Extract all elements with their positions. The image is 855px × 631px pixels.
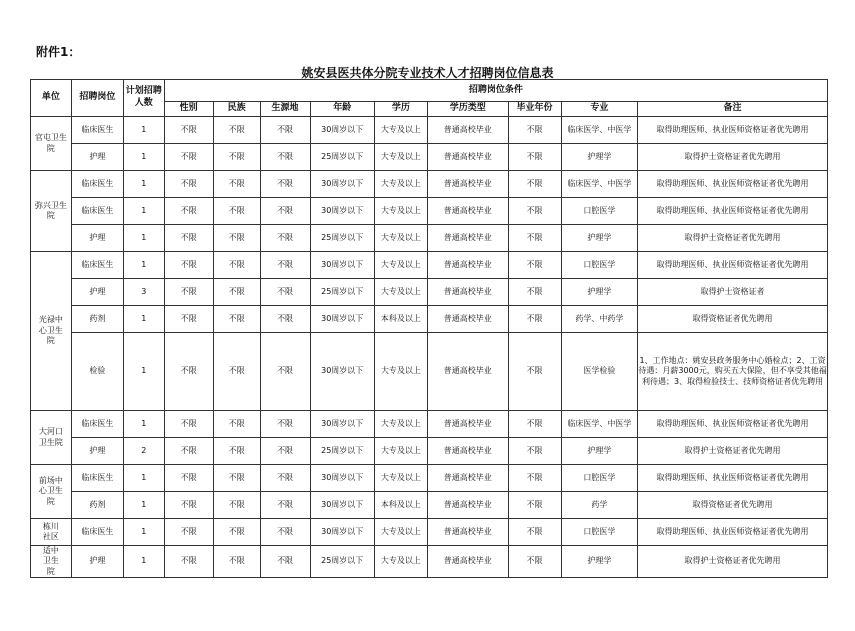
origin-cell: 不限 [260, 198, 310, 225]
origin-cell: 不限 [260, 306, 310, 333]
count-cell: 1 [123, 117, 164, 144]
position-cell: 临床医生 [71, 411, 123, 438]
ethnicity-cell: 不限 [213, 225, 260, 252]
position-cell: 药剂 [71, 492, 123, 519]
table-row [31, 492, 828, 519]
gender-cell: 不限 [164, 144, 213, 171]
count-cell: 1 [123, 519, 164, 546]
table-body [31, 117, 828, 578]
unit-cell: 官屯卫生 院 [31, 117, 72, 171]
ethnicity-cell: 不限 [213, 519, 260, 546]
table-row [31, 546, 828, 578]
table-row [31, 117, 828, 144]
grad-year-cell: 不限 [508, 492, 561, 519]
document-title: 姚安县医共体分院专业技术人才招聘岗位信息表 [301, 66, 554, 80]
recruitment-table [30, 79, 828, 578]
count-cell: 2 [123, 438, 164, 465]
education-cell: 本科及以上 [374, 306, 427, 333]
table-row [31, 519, 828, 546]
note-cell: 1、工作地点：姚安县政务服务中心婚检点；2、工资待遇：月薪3000元，购买五大保险，但不享受其他福利待遇；3、取得检验技士、技师资格证者优先聘用 [638, 333, 828, 411]
ethnicity-cell: 不限 [213, 117, 260, 144]
header-gender: 性别 [164, 102, 213, 117]
gender-cell: 不限 [164, 411, 213, 438]
edu-type-cell: 普通高校毕业 [427, 465, 508, 492]
unit-cell: 光禄中 心卫生 院 [31, 252, 72, 411]
age-cell: 30周岁以下 [310, 117, 374, 144]
note-cell: 取得助理医师、执业医师资格证者优先聘用 [638, 411, 828, 438]
age-cell: 30周岁以下 [310, 411, 374, 438]
edu-type-cell: 普通高校毕业 [427, 252, 508, 279]
note-cell: 取得助理医师、执业医师资格证者优先聘用 [638, 465, 828, 492]
gender-cell: 不限 [164, 279, 213, 306]
note-cell: 取得助理医师、执业医师资格证者优先聘用 [638, 198, 828, 225]
education-cell: 大专及以上 [374, 333, 427, 411]
table-row [31, 465, 828, 492]
ethnicity-cell: 不限 [213, 171, 260, 198]
ethnicity-cell: 不限 [213, 252, 260, 279]
header-plan-count: 计划招聘人数 [123, 80, 164, 117]
gender-cell: 不限 [164, 171, 213, 198]
edu-type-cell: 普通高校毕业 [427, 333, 508, 411]
origin-cell: 不限 [260, 333, 310, 411]
unit-cell: 大河口 卫生院 [31, 411, 72, 465]
count-cell: 1 [123, 333, 164, 411]
header-ethnicity: 民族 [213, 102, 260, 117]
note-cell: 取得助理医师、执业医师资格证者优先聘用 [638, 519, 828, 546]
note-cell: 取得助理医师、执业医师资格证者优先聘用 [638, 252, 828, 279]
grad-year-cell: 不限 [508, 279, 561, 306]
gender-cell: 不限 [164, 306, 213, 333]
grad-year-cell: 不限 [508, 333, 561, 411]
note-cell: 取得护士资格证者 [638, 279, 828, 306]
header-position: 招聘岗位 [71, 80, 123, 117]
note-cell: 取得护士资格证者优先聘用 [638, 438, 828, 465]
major-cell: 口腔医学 [561, 252, 638, 279]
age-cell: 25周岁以下 [310, 279, 374, 306]
age-cell: 30周岁以下 [310, 465, 374, 492]
count-cell: 1 [123, 492, 164, 519]
position-cell: 临床医生 [71, 465, 123, 492]
education-cell: 大专及以上 [374, 279, 427, 306]
table-row [31, 252, 828, 279]
note-cell: 取得资格证者优先聘用 [638, 306, 828, 333]
grad-year-cell: 不限 [508, 465, 561, 492]
grad-year-cell: 不限 [508, 225, 561, 252]
note-cell: 取得资格证者优先聘用 [638, 492, 828, 519]
header-unit: 单位 [31, 80, 72, 117]
major-cell: 口腔医学 [561, 519, 638, 546]
header-grad-year: 毕业年份 [508, 102, 561, 117]
major-cell: 药学、中药学 [561, 306, 638, 333]
note-cell: 取得护士资格证者优先聘用 [638, 144, 828, 171]
unit-cell: 适中 卫生 院 [31, 546, 72, 578]
header-edu-type: 学历类型 [427, 102, 508, 117]
edu-type-cell: 普通高校毕业 [427, 279, 508, 306]
gender-cell: 不限 [164, 225, 213, 252]
age-cell: 30周岁以下 [310, 252, 374, 279]
position-cell: 临床医生 [71, 171, 123, 198]
edu-type-cell: 普通高校毕业 [427, 144, 508, 171]
ethnicity-cell: 不限 [213, 411, 260, 438]
count-cell: 1 [123, 252, 164, 279]
unit-cell: 弥兴卫生 院 [31, 171, 72, 252]
major-cell: 药学 [561, 492, 638, 519]
education-cell: 大专及以上 [374, 252, 427, 279]
education-cell: 大专及以上 [374, 465, 427, 492]
ethnicity-cell: 不限 [213, 279, 260, 306]
education-cell: 大专及以上 [374, 411, 427, 438]
age-cell: 30周岁以下 [310, 171, 374, 198]
table-row [31, 306, 828, 333]
count-cell: 1 [123, 144, 164, 171]
grad-year-cell: 不限 [508, 252, 561, 279]
major-cell: 临床医学、中医学 [561, 117, 638, 144]
header-origin: 生源地 [260, 102, 310, 117]
ethnicity-cell: 不限 [213, 438, 260, 465]
gender-cell: 不限 [164, 333, 213, 411]
grad-year-cell: 不限 [508, 198, 561, 225]
unit-cell: 栋川 社区 [31, 519, 72, 546]
count-cell: 1 [123, 225, 164, 252]
note-cell: 取得护士资格证者优先聘用 [638, 225, 828, 252]
table-row [31, 144, 828, 171]
count-cell: 1 [123, 546, 164, 578]
note-cell: 取得助理医师、执业医师资格证者优先聘用 [638, 171, 828, 198]
position-cell: 临床医生 [71, 252, 123, 279]
edu-type-cell: 普通高校毕业 [427, 492, 508, 519]
ethnicity-cell: 不限 [213, 198, 260, 225]
edu-type-cell: 普通高校毕业 [427, 171, 508, 198]
unit-cell: 前场中 心卫生 院 [31, 465, 72, 519]
grad-year-cell: 不限 [508, 117, 561, 144]
position-cell: 护理 [71, 279, 123, 306]
origin-cell: 不限 [260, 438, 310, 465]
gender-cell: 不限 [164, 465, 213, 492]
gender-cell: 不限 [164, 198, 213, 225]
grad-year-cell: 不限 [508, 144, 561, 171]
table-row [31, 438, 828, 465]
age-cell: 30周岁以下 [310, 333, 374, 411]
major-cell: 护理学 [561, 438, 638, 465]
major-cell: 医学检验 [561, 333, 638, 411]
grad-year-cell: 不限 [508, 306, 561, 333]
note-cell: 取得助理医师、执业医师资格证者优先聘用 [638, 117, 828, 144]
note-cell: 取得护士资格证者优先聘用 [638, 546, 828, 578]
age-cell: 25周岁以下 [310, 144, 374, 171]
table-row [31, 198, 828, 225]
origin-cell: 不限 [260, 411, 310, 438]
attachment-label: 附件1： [36, 45, 81, 59]
edu-type-cell: 普通高校毕业 [427, 519, 508, 546]
position-cell: 临床医生 [71, 117, 123, 144]
ethnicity-cell: 不限 [213, 333, 260, 411]
position-cell: 检验 [71, 333, 123, 411]
major-cell: 口腔医学 [561, 198, 638, 225]
edu-type-cell: 普通高校毕业 [427, 117, 508, 144]
education-cell: 本科及以上 [374, 492, 427, 519]
major-cell: 护理学 [561, 225, 638, 252]
education-cell: 大专及以上 [374, 438, 427, 465]
grad-year-cell: 不限 [508, 411, 561, 438]
education-cell: 大专及以上 [374, 198, 427, 225]
header-note: 备注 [638, 102, 828, 117]
ethnicity-cell: 不限 [213, 306, 260, 333]
edu-type-cell: 普通高校毕业 [427, 225, 508, 252]
origin-cell: 不限 [260, 225, 310, 252]
ethnicity-cell: 不限 [213, 492, 260, 519]
position-cell: 临床医生 [71, 519, 123, 546]
origin-cell: 不限 [260, 279, 310, 306]
table-row [31, 411, 828, 438]
grad-year-cell: 不限 [508, 171, 561, 198]
education-cell: 大专及以上 [374, 171, 427, 198]
major-cell: 临床医学、中医学 [561, 411, 638, 438]
header-education: 学历 [374, 102, 427, 117]
age-cell: 30周岁以下 [310, 198, 374, 225]
major-cell: 护理学 [561, 279, 638, 306]
origin-cell: 不限 [260, 144, 310, 171]
gender-cell: 不限 [164, 492, 213, 519]
gender-cell: 不限 [164, 438, 213, 465]
grad-year-cell: 不限 [508, 519, 561, 546]
position-cell: 护理 [71, 225, 123, 252]
education-cell: 大专及以上 [374, 117, 427, 144]
origin-cell: 不限 [260, 117, 310, 144]
edu-type-cell: 普通高校毕业 [427, 411, 508, 438]
header-major: 专业 [561, 102, 638, 117]
origin-cell: 不限 [260, 252, 310, 279]
origin-cell: 不限 [260, 546, 310, 578]
gender-cell: 不限 [164, 117, 213, 144]
table-row [31, 225, 828, 252]
age-cell: 30周岁以下 [310, 306, 374, 333]
major-cell: 护理学 [561, 546, 638, 578]
header-conditions-group: 招聘岗位条件 [164, 80, 827, 102]
ethnicity-cell: 不限 [213, 546, 260, 578]
major-cell: 口腔医学 [561, 465, 638, 492]
position-cell: 护理 [71, 144, 123, 171]
count-cell: 1 [123, 171, 164, 198]
ethnicity-cell: 不限 [213, 144, 260, 171]
edu-type-cell: 普通高校毕业 [427, 438, 508, 465]
gender-cell: 不限 [164, 519, 213, 546]
position-cell: 临床医生 [71, 198, 123, 225]
gender-cell: 不限 [164, 546, 213, 578]
origin-cell: 不限 [260, 519, 310, 546]
count-cell: 3 [123, 279, 164, 306]
count-cell: 1 [123, 411, 164, 438]
age-cell: 30周岁以下 [310, 492, 374, 519]
grad-year-cell: 不限 [508, 546, 561, 578]
age-cell: 25周岁以下 [310, 438, 374, 465]
grad-year-cell: 不限 [508, 438, 561, 465]
table-row [31, 333, 828, 411]
ethnicity-cell: 不限 [213, 465, 260, 492]
origin-cell: 不限 [260, 492, 310, 519]
count-cell: 1 [123, 198, 164, 225]
origin-cell: 不限 [260, 465, 310, 492]
count-cell: 1 [123, 465, 164, 492]
table-row [31, 279, 828, 306]
edu-type-cell: 普通高校毕业 [427, 546, 508, 578]
count-cell: 1 [123, 306, 164, 333]
position-cell: 护理 [71, 438, 123, 465]
age-cell: 30周岁以下 [310, 519, 374, 546]
position-cell: 护理 [71, 546, 123, 578]
edu-type-cell: 普通高校毕业 [427, 198, 508, 225]
education-cell: 大专及以上 [374, 519, 427, 546]
header-age: 年龄 [310, 102, 374, 117]
table-row [31, 171, 828, 198]
education-cell: 大专及以上 [374, 144, 427, 171]
edu-type-cell: 普通高校毕业 [427, 306, 508, 333]
education-cell: 大专及以上 [374, 546, 427, 578]
age-cell: 25周岁以下 [310, 225, 374, 252]
gender-cell: 不限 [164, 252, 213, 279]
age-cell: 25周岁以下 [310, 546, 374, 578]
education-cell: 大专及以上 [374, 225, 427, 252]
major-cell: 护理学 [561, 144, 638, 171]
position-cell: 药剂 [71, 306, 123, 333]
origin-cell: 不限 [260, 171, 310, 198]
major-cell: 临床医学、中医学 [561, 171, 638, 198]
